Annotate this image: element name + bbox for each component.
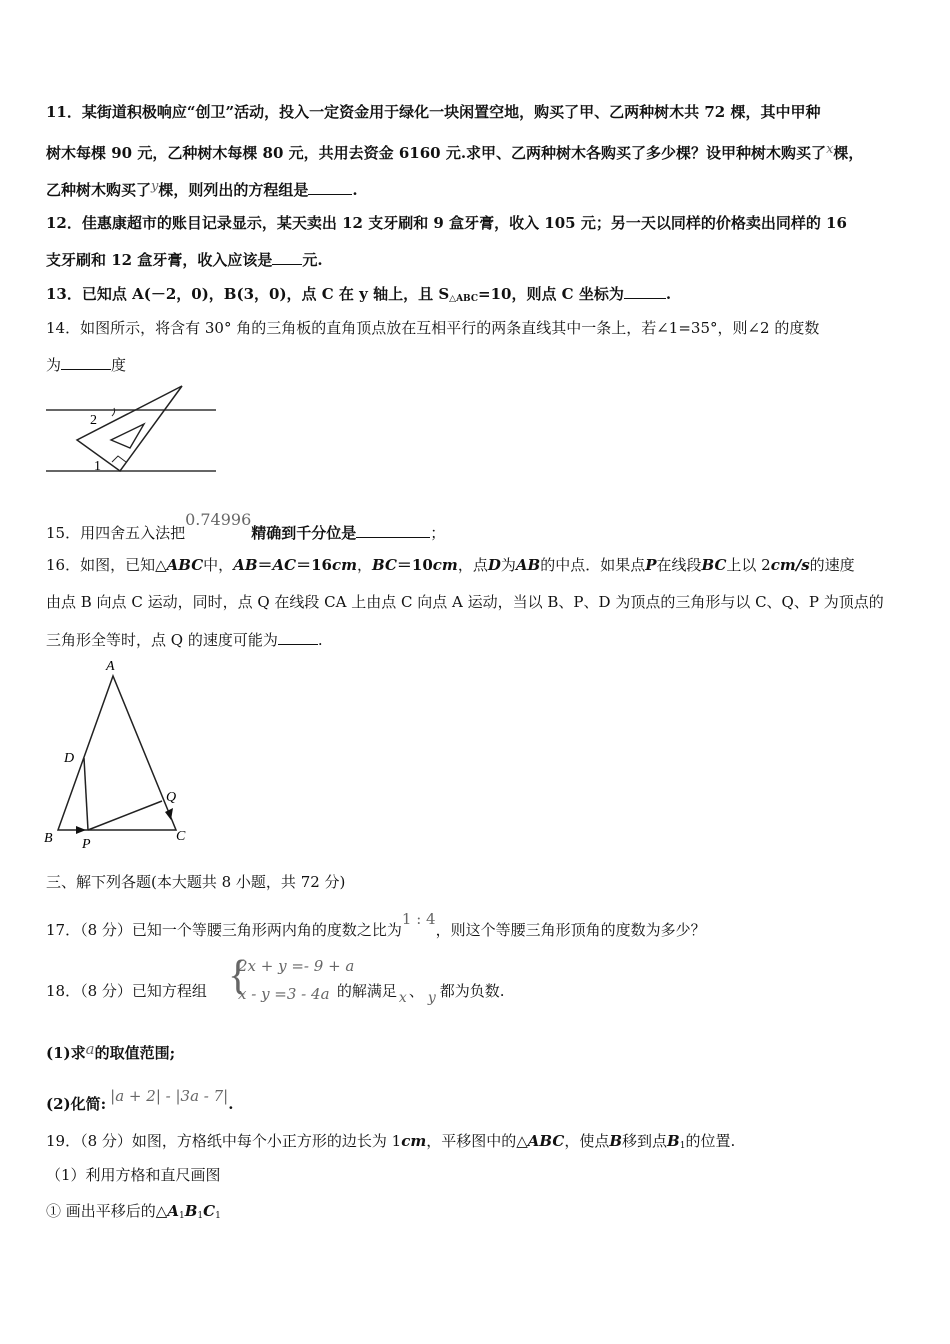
q11-line1: 11．某街道积极响应“创卫”活动，投入一定资金用于绿化一块闲置空地，购买了甲、乙两种树木共 72 棵，其中甲种 — [46, 103, 821, 121]
triangle-abc — [58, 676, 176, 830]
q14-line1: 14．如图所示，将含有 30° 角的三角板的直角顶点放在互相平行的两条直线其中一条上，若∠1=35°，则∠2 的度数 — [46, 319, 820, 337]
q13-line: 13．已知点 A(－2，0)，B(3，0)，点 C 在 y 轴上，且 $S_{\triangle ABC}=10$，则点 C 坐标为 . — [46, 285, 672, 304]
q18-line: 18．（8 分）已知方程组 的解满足 x 、 y 都为负数. — [46, 982, 505, 1006]
answer-blank — [61, 355, 111, 370]
q14-line2: 为 度 — [46, 356, 127, 374]
point-label-q: Q — [166, 790, 177, 805]
q16-figure — [40, 654, 200, 854]
q19-line1: 19．（8 分）如图，方格纸中每个小正方形的边长为 1cm，平移图中的△ABC，使点B移到点$B_1$的位置. — [46, 1132, 736, 1151]
q14-figure — [44, 382, 219, 478]
point-label-c: C — [176, 829, 186, 844]
angle-label-2: 2 — [90, 413, 97, 428]
q16-line3: 三角形全等时，点 Q 的速度可能为 . — [46, 631, 323, 649]
angle-2-arc — [112, 408, 115, 416]
q18-part2: (2)化简: |a + 2| - |3a - 7|. — [46, 1087, 234, 1113]
answer-blank — [356, 523, 430, 538]
answer-blank — [272, 250, 302, 265]
q11-line3: 乙种树木购买了y棵，则列出的方程组是 . — [46, 179, 358, 199]
point-label-d: D — [64, 751, 75, 766]
q12-line2: 支牙刷和 12 盒牙膏，收入应该是 元. — [46, 251, 323, 269]
segment-pq — [88, 801, 162, 830]
point-label-b: B — [44, 831, 53, 846]
triangle-ruler-outer — [77, 386, 182, 471]
answer-blank — [278, 630, 318, 645]
section-3-heading: 三、解下列各题(本大题共 8 小题，共 72 分) — [46, 873, 346, 891]
system-eq1: 2x + y =- 9 + a — [238, 957, 355, 975]
answer-blank — [624, 284, 666, 299]
answer-blank — [308, 180, 352, 195]
q18-part1: (1)求a的取值范围; — [46, 1040, 176, 1062]
q11-line2: 树木每棵 90 元，乙种树木每棵 80 元，共用去资金 6160 元.求甲、乙两种树木各购买了多少棵？设甲种树木购买了x棵， — [46, 142, 864, 162]
q15-line: 15．用四舍五入法把0.74996精确到千分位是 ； — [46, 510, 446, 542]
arrow-p — [76, 826, 86, 834]
system-eq2: x - y =3 - 4a — [238, 985, 330, 1003]
right-angle-mark — [112, 456, 126, 462]
q19-line2: （1）利用方格和直尺画图 — [46, 1166, 221, 1184]
point-label-a: A — [106, 659, 115, 674]
q16-line1: 16．如图，已知△ABC中，AB＝AC＝16cm，BC＝10cm，点D为AB的中点．如果点P在线段BC上以 2cm/s的速度 — [46, 556, 855, 574]
segment-dp — [84, 758, 88, 830]
q17-line: 17．（8 分）已知一个等腰三角形两内角的度数之比为1 : 4，则这个等腰三角形顶角的度数为多少？ — [46, 910, 706, 939]
q19-line3: ① 画出平移后的$\triangle A_1B_1C_1$ — [46, 1202, 221, 1221]
q16-line2: 由点 B 向点 C 运动，同时，点 Q 在线段 CA 上由点 C 向点 A 运动，当以 B、P、D 为顶点的三角形与以 C、Q、P 为顶点的 — [46, 593, 884, 611]
angle-label-1: 1 — [94, 459, 101, 474]
point-label-p: P — [82, 837, 91, 852]
q12-line1: 12．佳惠康超市的账目记录显示，某天卖出 12 支牙刷和 9 盒牙膏，收入 105 元；另一天以同样的价格卖出同样的 16 — [46, 214, 847, 232]
system-brace: { — [228, 953, 249, 999]
